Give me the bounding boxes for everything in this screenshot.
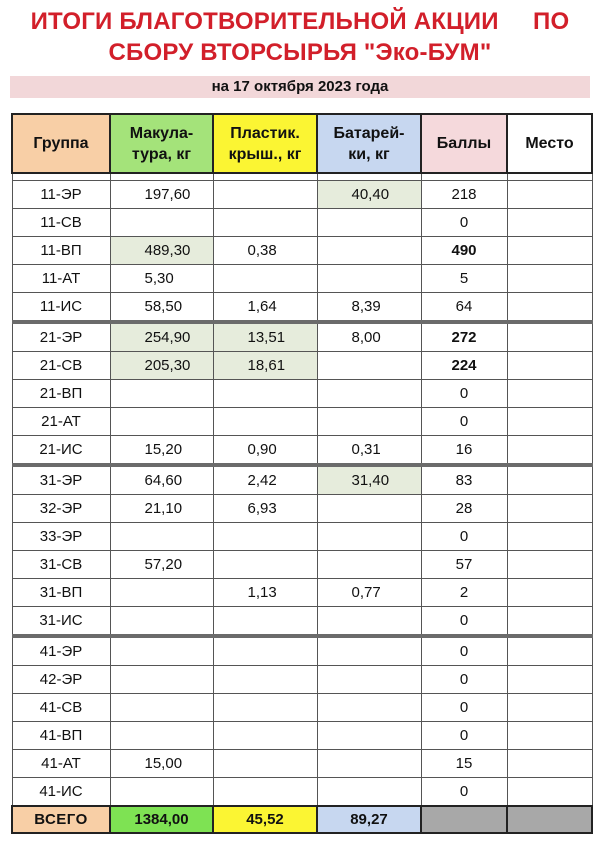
cell-score: 5 — [421, 265, 507, 293]
cell-paper — [110, 380, 213, 408]
cell-group: 21-СВ — [12, 352, 110, 380]
cell-group: 11-ВП — [12, 237, 110, 265]
cell-paper — [110, 579, 213, 607]
table-row — [12, 722, 592, 750]
cell-score: 0 — [421, 523, 507, 551]
header-plastic-line2: крыш., кг — [228, 145, 302, 163]
table-row — [12, 694, 592, 722]
cell-paper: 15,00 — [110, 750, 213, 778]
cell-group: 21-АТ — [12, 408, 110, 436]
header-place: Место — [507, 114, 592, 173]
cell-score: 64 — [421, 293, 507, 323]
cell-score: 218 — [421, 181, 507, 209]
cell-group: 11-АТ — [12, 265, 110, 293]
table-row — [12, 778, 592, 807]
cell-place — [507, 722, 592, 750]
date-banner: на 17 октября 2023 года — [10, 76, 590, 98]
table-row — [12, 237, 592, 265]
cell-batteries — [317, 607, 421, 637]
cell-plastic: 13,51 — [213, 322, 317, 352]
cell-group: 42-ЭР — [12, 666, 110, 694]
cell-group: 32-ЭР — [12, 495, 110, 523]
header-row — [12, 114, 592, 173]
cell-paper: 57,20 — [110, 551, 213, 579]
cell-batteries — [317, 666, 421, 694]
cell-plastic — [213, 636, 317, 666]
total-batteries: 89,27 — [317, 806, 421, 833]
cell-place — [507, 495, 592, 523]
cell-group: 41-ЭР — [12, 636, 110, 666]
total-score-empty — [421, 806, 507, 833]
cell-place — [507, 352, 592, 380]
cell-score: 57 — [421, 551, 507, 579]
cell-paper — [110, 523, 213, 551]
cell-paper: 15,20 — [110, 436, 213, 466]
cell-group: 11-ИС — [12, 293, 110, 323]
cell-group: 11-СВ — [12, 209, 110, 237]
cell-plastic — [213, 750, 317, 778]
cell-plastic — [213, 778, 317, 807]
cell-paper — [110, 694, 213, 722]
cell-plastic — [213, 181, 317, 209]
cell-plastic — [213, 380, 317, 408]
cell-batteries — [317, 722, 421, 750]
cell-plastic: 0,38 — [213, 237, 317, 265]
cell-paper — [110, 408, 213, 436]
table-row — [12, 523, 592, 551]
cell-group: 11-ЭР — [12, 181, 110, 209]
cell-plastic — [213, 694, 317, 722]
cell-batteries — [317, 209, 421, 237]
cell-score: 0 — [421, 778, 507, 807]
results-table-container — [11, 113, 591, 834]
cell-plastic: 2,42 — [213, 465, 317, 495]
header-paper — [110, 114, 213, 173]
cell-place — [507, 551, 592, 579]
cell-paper — [110, 209, 213, 237]
cell-place — [507, 694, 592, 722]
cell-group: 41-СВ — [12, 694, 110, 722]
total-label: ВСЕГО — [12, 806, 110, 833]
cell-plastic — [213, 408, 317, 436]
cell-batteries: 8,00 — [317, 322, 421, 352]
cell-plastic: 1,64 — [213, 293, 317, 323]
cell-place — [507, 436, 592, 466]
header-plastic — [213, 114, 317, 173]
cell-batteries: 40,40 — [317, 181, 421, 209]
table-row — [12, 265, 592, 293]
report-title — [0, 0, 600, 68]
cell-score: 28 — [421, 495, 507, 523]
cell-place — [507, 181, 592, 209]
results-body — [12, 173, 592, 806]
table-row — [12, 579, 592, 607]
cell-place — [507, 607, 592, 637]
cell-score: 224 — [421, 352, 507, 380]
cell-group: 21-ВП — [12, 380, 110, 408]
cell-score: 0 — [421, 408, 507, 436]
cell-batteries — [317, 551, 421, 579]
header-paper-line2: тура, кг — [131, 145, 192, 163]
cell-place — [507, 666, 592, 694]
cell-plastic: 18,61 — [213, 352, 317, 380]
cell-paper: 197,60 — [110, 181, 213, 209]
cell-group: 41-ИС — [12, 778, 110, 807]
cell-score: 0 — [421, 380, 507, 408]
table-row — [12, 352, 592, 380]
cell-group: 31-СВ — [12, 551, 110, 579]
cell-plastic: 6,93 — [213, 495, 317, 523]
cell-plastic: 1,13 — [213, 579, 317, 607]
header-plastic-line1: Пластик. — [230, 124, 300, 142]
cell-group: 21-ЭР — [12, 322, 110, 352]
cell-place — [507, 265, 592, 293]
cell-paper — [110, 722, 213, 750]
cell-batteries — [317, 750, 421, 778]
table-row — [12, 408, 592, 436]
title-line-1: ИТОГИ БЛАГОТВОРИТЕЛЬНОЙ АКЦИИ ПО — [30, 8, 570, 35]
cell-batteries — [317, 778, 421, 807]
cell-batteries — [317, 237, 421, 265]
cell-batteries — [317, 636, 421, 666]
cell-score: 2 — [421, 579, 507, 607]
cell-score: 490 — [421, 237, 507, 265]
table-row — [12, 322, 592, 352]
table-row — [12, 666, 592, 694]
table-row — [12, 293, 592, 323]
cell-plastic — [213, 209, 317, 237]
table-row — [12, 750, 592, 778]
table-row — [12, 209, 592, 237]
cell-place — [507, 293, 592, 323]
header-batteries-line2: ки, кг — [348, 145, 390, 163]
table-row — [12, 181, 592, 209]
cell-group: 41-АТ — [12, 750, 110, 778]
cell-score: 272 — [421, 322, 507, 352]
cell-group: 21-ИС — [12, 436, 110, 466]
cell-batteries — [317, 408, 421, 436]
cell-batteries: 8,39 — [317, 293, 421, 323]
cell-plastic — [213, 523, 317, 551]
table-row — [12, 636, 592, 666]
cell-place — [507, 209, 592, 237]
cell-score: 83 — [421, 465, 507, 495]
cell-place — [507, 408, 592, 436]
cell-plastic — [213, 265, 317, 293]
cell-place — [507, 465, 592, 495]
table-row — [12, 380, 592, 408]
cell-plastic — [213, 551, 317, 579]
cell-batteries — [317, 495, 421, 523]
cell-batteries: 0,31 — [317, 436, 421, 466]
cell-score: 0 — [421, 209, 507, 237]
cell-paper — [110, 778, 213, 807]
header-batteries — [317, 114, 421, 173]
table-row — [12, 607, 592, 637]
cell-paper: 205,30 — [110, 352, 213, 380]
results-table — [11, 113, 593, 834]
cell-score: 0 — [421, 666, 507, 694]
header-paper-line1: Макула- — [129, 124, 194, 142]
cell-batteries — [317, 523, 421, 551]
header-batteries-line1: Батарей- — [333, 124, 405, 142]
cell-paper — [110, 607, 213, 637]
cell-group: 41-ВП — [12, 722, 110, 750]
cell-batteries — [317, 380, 421, 408]
cell-plastic — [213, 722, 317, 750]
cell-place — [507, 380, 592, 408]
cell-paper: 21,10 — [110, 495, 213, 523]
header-group: Группа — [12, 114, 110, 173]
cell-score: 0 — [421, 607, 507, 637]
cell-batteries: 31,40 — [317, 465, 421, 495]
header-score: Баллы — [421, 114, 507, 173]
cell-paper — [110, 666, 213, 694]
cell-plastic — [213, 666, 317, 694]
cell-paper: 58,50 — [110, 293, 213, 323]
header-spacer — [12, 173, 592, 181]
cell-plastic — [213, 607, 317, 637]
cell-paper — [110, 636, 213, 666]
total-place-empty — [507, 806, 592, 833]
cell-batteries — [317, 265, 421, 293]
cell-batteries — [317, 694, 421, 722]
table-row — [12, 465, 592, 495]
cell-batteries — [317, 352, 421, 380]
cell-place — [507, 750, 592, 778]
cell-place — [507, 778, 592, 807]
cell-place — [507, 523, 592, 551]
cell-score: 0 — [421, 694, 507, 722]
cell-paper: 254,90 — [110, 322, 213, 352]
cell-place — [507, 636, 592, 666]
cell-group: 31-ЭР — [12, 465, 110, 495]
total-plastic: 45,52 — [213, 806, 317, 833]
cell-group: 31-ВП — [12, 579, 110, 607]
cell-batteries: 0,77 — [317, 579, 421, 607]
cell-place — [507, 579, 592, 607]
cell-group: 31-ИС — [12, 607, 110, 637]
table-row — [12, 495, 592, 523]
cell-paper: 489,30 — [110, 237, 213, 265]
total-row — [12, 806, 592, 833]
cell-place — [507, 237, 592, 265]
cell-score: 15 — [421, 750, 507, 778]
cell-paper: 5,30 — [110, 265, 213, 293]
cell-score: 0 — [421, 636, 507, 666]
cell-group: 33-ЭР — [12, 523, 110, 551]
total-paper: 1384,00 — [110, 806, 213, 833]
cell-score: 0 — [421, 722, 507, 750]
cell-plastic: 0,90 — [213, 436, 317, 466]
title-line-2: СБОРУ ВТОРСЫРЬЯ "Эко-БУМ" — [108, 39, 492, 66]
cell-place — [507, 322, 592, 352]
cell-score: 16 — [421, 436, 507, 466]
table-row — [12, 436, 592, 466]
cell-paper: 64,60 — [110, 465, 213, 495]
table-row — [12, 551, 592, 579]
